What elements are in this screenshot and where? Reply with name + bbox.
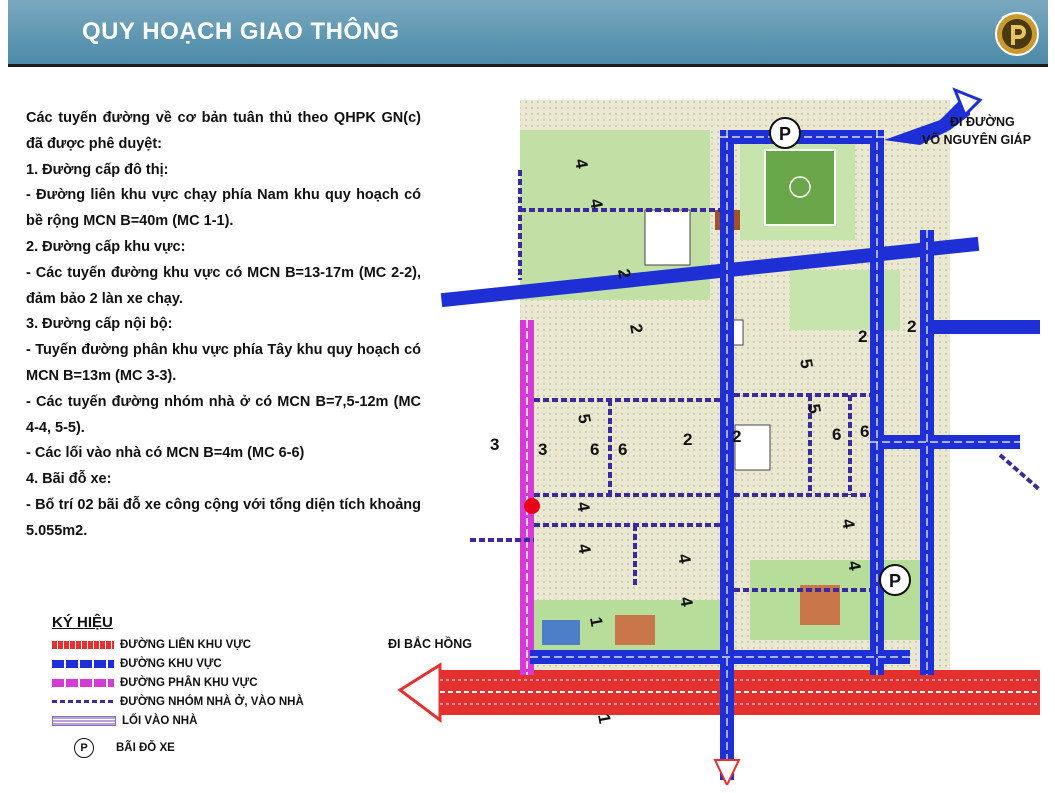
page-title: QUY HOẠCH GIAO THÔNG	[82, 18, 400, 45]
section-mark: 6	[590, 440, 600, 459]
map-label-east-line2: VÕ NGUYÊN GIÁP	[922, 133, 1032, 147]
map-label-east-line1: ĐI ĐƯỜNG	[950, 115, 1015, 129]
company-logo-icon	[992, 8, 1042, 58]
desc-para: 3. Đường cấp nội bộ:	[26, 316, 173, 333]
section-mark: 4	[574, 542, 595, 556]
section-mark: 4	[844, 559, 865, 573]
legend-label: LỐI VÀO NHÀ	[122, 714, 198, 727]
section-mark: 1	[594, 712, 615, 726]
legend-label: ĐƯỜNG LIÊN KHU VỰC	[120, 638, 252, 651]
dashed-road-swatch-icon	[52, 700, 114, 703]
parking-symbol: P	[778, 124, 792, 144]
desc-para: - Đường liên khu vực chạy phía Nam khu quy hoạch có bề rộng MCN B=40m (MC 1-1).	[26, 187, 421, 230]
section-mark: 6	[860, 422, 870, 441]
desc-para: - Các lối vào nhà có MCN B=4m (MC 6-6)	[26, 445, 305, 462]
magenta-road-swatch-icon	[52, 679, 114, 687]
legend-item-regional	[52, 654, 372, 673]
section-mark: 2	[858, 327, 868, 346]
desc-para: 1. Đường cấp đô thị:	[26, 161, 169, 178]
legend-title: KÝ HIỆU	[52, 614, 113, 631]
section-mark: 1	[586, 615, 607, 629]
section-mark: 3	[538, 440, 548, 459]
court	[542, 620, 580, 645]
building	[645, 210, 690, 265]
direction-arrow-icon	[715, 760, 739, 785]
section-mark: 4	[838, 517, 859, 531]
blue-road-swatch-icon	[52, 660, 114, 668]
legend-item-house-lane	[52, 711, 372, 730]
section-mark: 5	[804, 402, 825, 416]
desc-para: 2. Đường cấp khu vực:	[26, 238, 186, 255]
lane-swatch-icon	[52, 716, 116, 726]
traffic-plan-map	[380, 70, 1055, 785]
red-road-swatch-icon	[52, 641, 114, 649]
parking-icon: P	[74, 738, 94, 758]
section-mark: 4	[573, 500, 594, 514]
description-text	[26, 106, 421, 545]
section-mark: 4	[674, 552, 695, 566]
map-label-west-road: ĐI BẮC HỒNG	[388, 637, 473, 651]
desc-para: - Tuyến đường phân khu vực phía Tây khu quy hoạch có MCN B=13m (MC 3-3).	[26, 342, 421, 384]
section-mark: 2	[626, 322, 647, 336]
desc-para: Các tuyến đường về cơ bản tuân thủ theo QHPK GN(c) đã được phê duyệt:	[26, 110, 421, 152]
section-mark: 2	[683, 430, 693, 449]
header-divider	[8, 64, 1048, 67]
parking-lot-north	[770, 118, 800, 148]
section-mark: 6	[618, 440, 628, 459]
map-legend	[52, 614, 372, 757]
parking-symbol: P	[888, 571, 902, 591]
legend-label: ĐƯỜNG PHÂN KHU VỰC	[120, 676, 258, 689]
section-mark: 3	[490, 435, 500, 454]
section-mark: 5	[796, 357, 817, 371]
section-mark: 4	[571, 157, 592, 171]
section-mark: 6	[832, 425, 842, 444]
sub-regional-road	[520, 320, 534, 675]
court	[615, 615, 655, 645]
desc-para: 4. Bãi đỗ xe:	[26, 471, 112, 488]
legend-item-inter-regional	[52, 635, 372, 654]
legend-label: BÃI ĐỖ XE	[116, 741, 175, 754]
section-mark: 4	[586, 197, 607, 211]
section-mark: 2	[907, 317, 917, 336]
desc-para: - Các tuyến đường khu vực có MCN B=13-17m (MC 2-2), đảm bảo 2 làn xe chạy.	[26, 264, 421, 307]
legend-item-sub-regional	[52, 673, 372, 692]
parking-lot-south	[880, 565, 910, 595]
legend-label: ĐƯỜNG KHU VỰC	[120, 657, 222, 670]
location-marker	[524, 498, 540, 514]
desc-para: - Các tuyến đường nhóm nhà ở có MCN B=7,5-12m (MC 4-4, 5-5).	[26, 393, 421, 436]
football-pitch	[765, 150, 835, 225]
legend-item-group-road	[52, 692, 372, 711]
section-mark: 2	[614, 267, 635, 281]
legend-item-parking	[52, 738, 372, 757]
section-mark: 5	[574, 412, 595, 426]
section-mark: 2	[732, 427, 742, 446]
section-mark: 4	[676, 595, 697, 609]
desc-para: - Bố trí 02 bãi đỗ xe công cộng với tổng diện tích khoảng 5.055m2.	[26, 496, 421, 539]
legend-label: ĐƯỜNG NHÓM NHÀ Ở, VÀO NHÀ	[120, 695, 304, 708]
